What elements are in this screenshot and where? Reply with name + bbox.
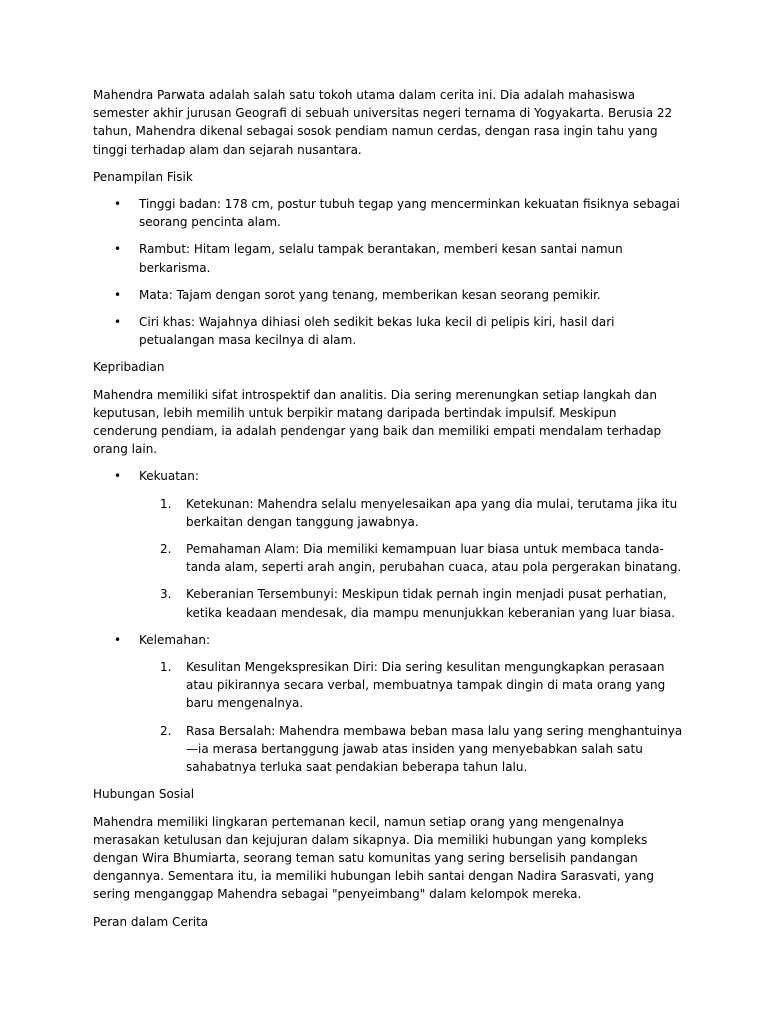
list-item bbox=[93, 195, 683, 231]
document-page bbox=[93, 86, 683, 940]
bullet-icon: • bbox=[114, 469, 122, 484]
numbered-item bbox=[139, 540, 683, 576]
list-item-kekuatan bbox=[93, 467, 683, 621]
numbered-item-text: Keberanian Tersembunyi: Meskipun tidak pernah ingin menjadi pusat perhatian, ketika keadaan mendesak, dia mampu menunjukkan keberanian yang luar biasa. bbox=[186, 587, 676, 620]
penampilan-list bbox=[93, 195, 683, 349]
numbered-item bbox=[139, 585, 683, 621]
bullet-icon: • bbox=[114, 287, 122, 302]
heading-penampilan-fisik: Penampilan Fisik bbox=[93, 169, 193, 184]
list-item-text: Mata: Tajam dengan sorot yang tenang, memberikan kesan seorang pemikir. bbox=[139, 287, 601, 302]
bullet-icon: • bbox=[114, 197, 122, 212]
list-item-text: Rambut: Hitam legam, selalu tampak berantakan, memberi kesan santai namun berkarisma. bbox=[139, 242, 623, 275]
numbered-item-text: Kesulitan Mengekspresikan Diri: Dia sering kesulitan mengungkapkan perasaan atau pikirannya secara verbal, membuatnya tampak dingin di mata orang yang baru mengenalnya. bbox=[186, 660, 666, 711]
item-number: 2. bbox=[160, 542, 172, 557]
list-item-text: Ciri khas: Wajahnya dihiasi oleh sedikit bekas luka kecil di pelipis kiri, hasil dari petualangan masa kecilnya di alam. bbox=[139, 315, 615, 348]
kekuatan-label: Kekuatan: bbox=[139, 469, 199, 484]
kelemahan-label: Kelemahan: bbox=[139, 632, 211, 647]
heading-kepribadian: Kepribadian bbox=[93, 360, 165, 375]
list-item bbox=[93, 313, 683, 349]
kepribadian-list bbox=[93, 467, 683, 776]
numbered-item bbox=[139, 495, 683, 531]
numbered-item-text: Pemahaman Alam: Dia memiliki kemampuan luar biasa untuk membaca tanda-tanda alam, seperti arah angin, perubahan cuaca, atau pola pergerakan binatang. bbox=[186, 542, 682, 575]
intro-paragraph: Mahendra Parwata adalah salah satu tokoh utama dalam cerita ini. Dia adalah mahasiswa semester akhir jurusan Geografi di sebuah universitas negeri ternama di Yogyakarta. Berusia 22 tahun, Mahendra dikenal sebagai sosok pendiam namun cerdas, dengan rasa ingin tahu yang tinggi terhadap alam dan sejarah nusantara. bbox=[93, 88, 673, 157]
kekuatan-list bbox=[139, 495, 683, 622]
numbered-item-text: Ketekunan: Mahendra selalu menyelesaikan apa yang dia mulai, terutama jika itu berkaitan dengan tanggung jawabnya. bbox=[186, 496, 678, 529]
bullet-icon: • bbox=[114, 315, 122, 330]
bullet-icon: • bbox=[114, 242, 122, 257]
bullet-icon: • bbox=[114, 632, 122, 647]
list-item bbox=[93, 240, 683, 276]
list-item bbox=[93, 286, 683, 304]
item-number: 3. bbox=[160, 587, 172, 602]
list-item-text: Tinggi badan: 178 cm, postur tubuh tegap yang mencerminkan kekuatan fisiknya sebagai seorang pencinta alam. bbox=[139, 197, 680, 230]
hubungan-paragraph: Mahendra memiliki lingkaran pertemanan kecil, namun setiap orang yang mengenalnya merasakan ketulusan dan kejujuran dalam sikapnya. Dia memiliki hubungan yang kompleks dengan Wira Bhumiarta, seorang teman satu komunitas yang sering berselisih pandangan dengannya. Sementara itu, ia memiliki hubungan lebih santai dengan Nadira Sarasvati, yang sering menganggap Mahendra sebagai "penyeimbang" dalam kelompok mereka. bbox=[93, 814, 654, 902]
kepribadian-paragraph: Mahendra memiliki sifat introspektif dan analitis. Dia sering merenungkan setiap langkah dan keputusan, lebih memilih untuk berpikir matang daripada bertindak impulsif. Meskipun cenderung pendiam, ia adalah pendengar yang baik dan memiliki empati mendalam terhadap orang lain. bbox=[93, 387, 662, 457]
numbered-item bbox=[139, 722, 683, 777]
heading-peran-dalam-cerita: Peran dalam Cerita bbox=[93, 914, 209, 929]
item-number: 1. bbox=[160, 496, 172, 511]
numbered-item bbox=[139, 658, 683, 713]
item-number: 1. bbox=[160, 660, 172, 675]
list-item-kelemahan bbox=[93, 631, 683, 776]
item-number: 2. bbox=[160, 723, 172, 738]
heading-hubungan-sosial: Hubungan Sosial bbox=[93, 787, 195, 802]
kelemahan-list bbox=[139, 658, 683, 776]
numbered-item-text: Rasa Bersalah: Mahendra membawa beban masa lalu yang sering menghantuinya—ia merasa bertanggung jawab atas insiden yang menyebabkan salah satu sahabatnya terluka saat pendakian beberapa tahun lalu. bbox=[186, 723, 683, 775]
